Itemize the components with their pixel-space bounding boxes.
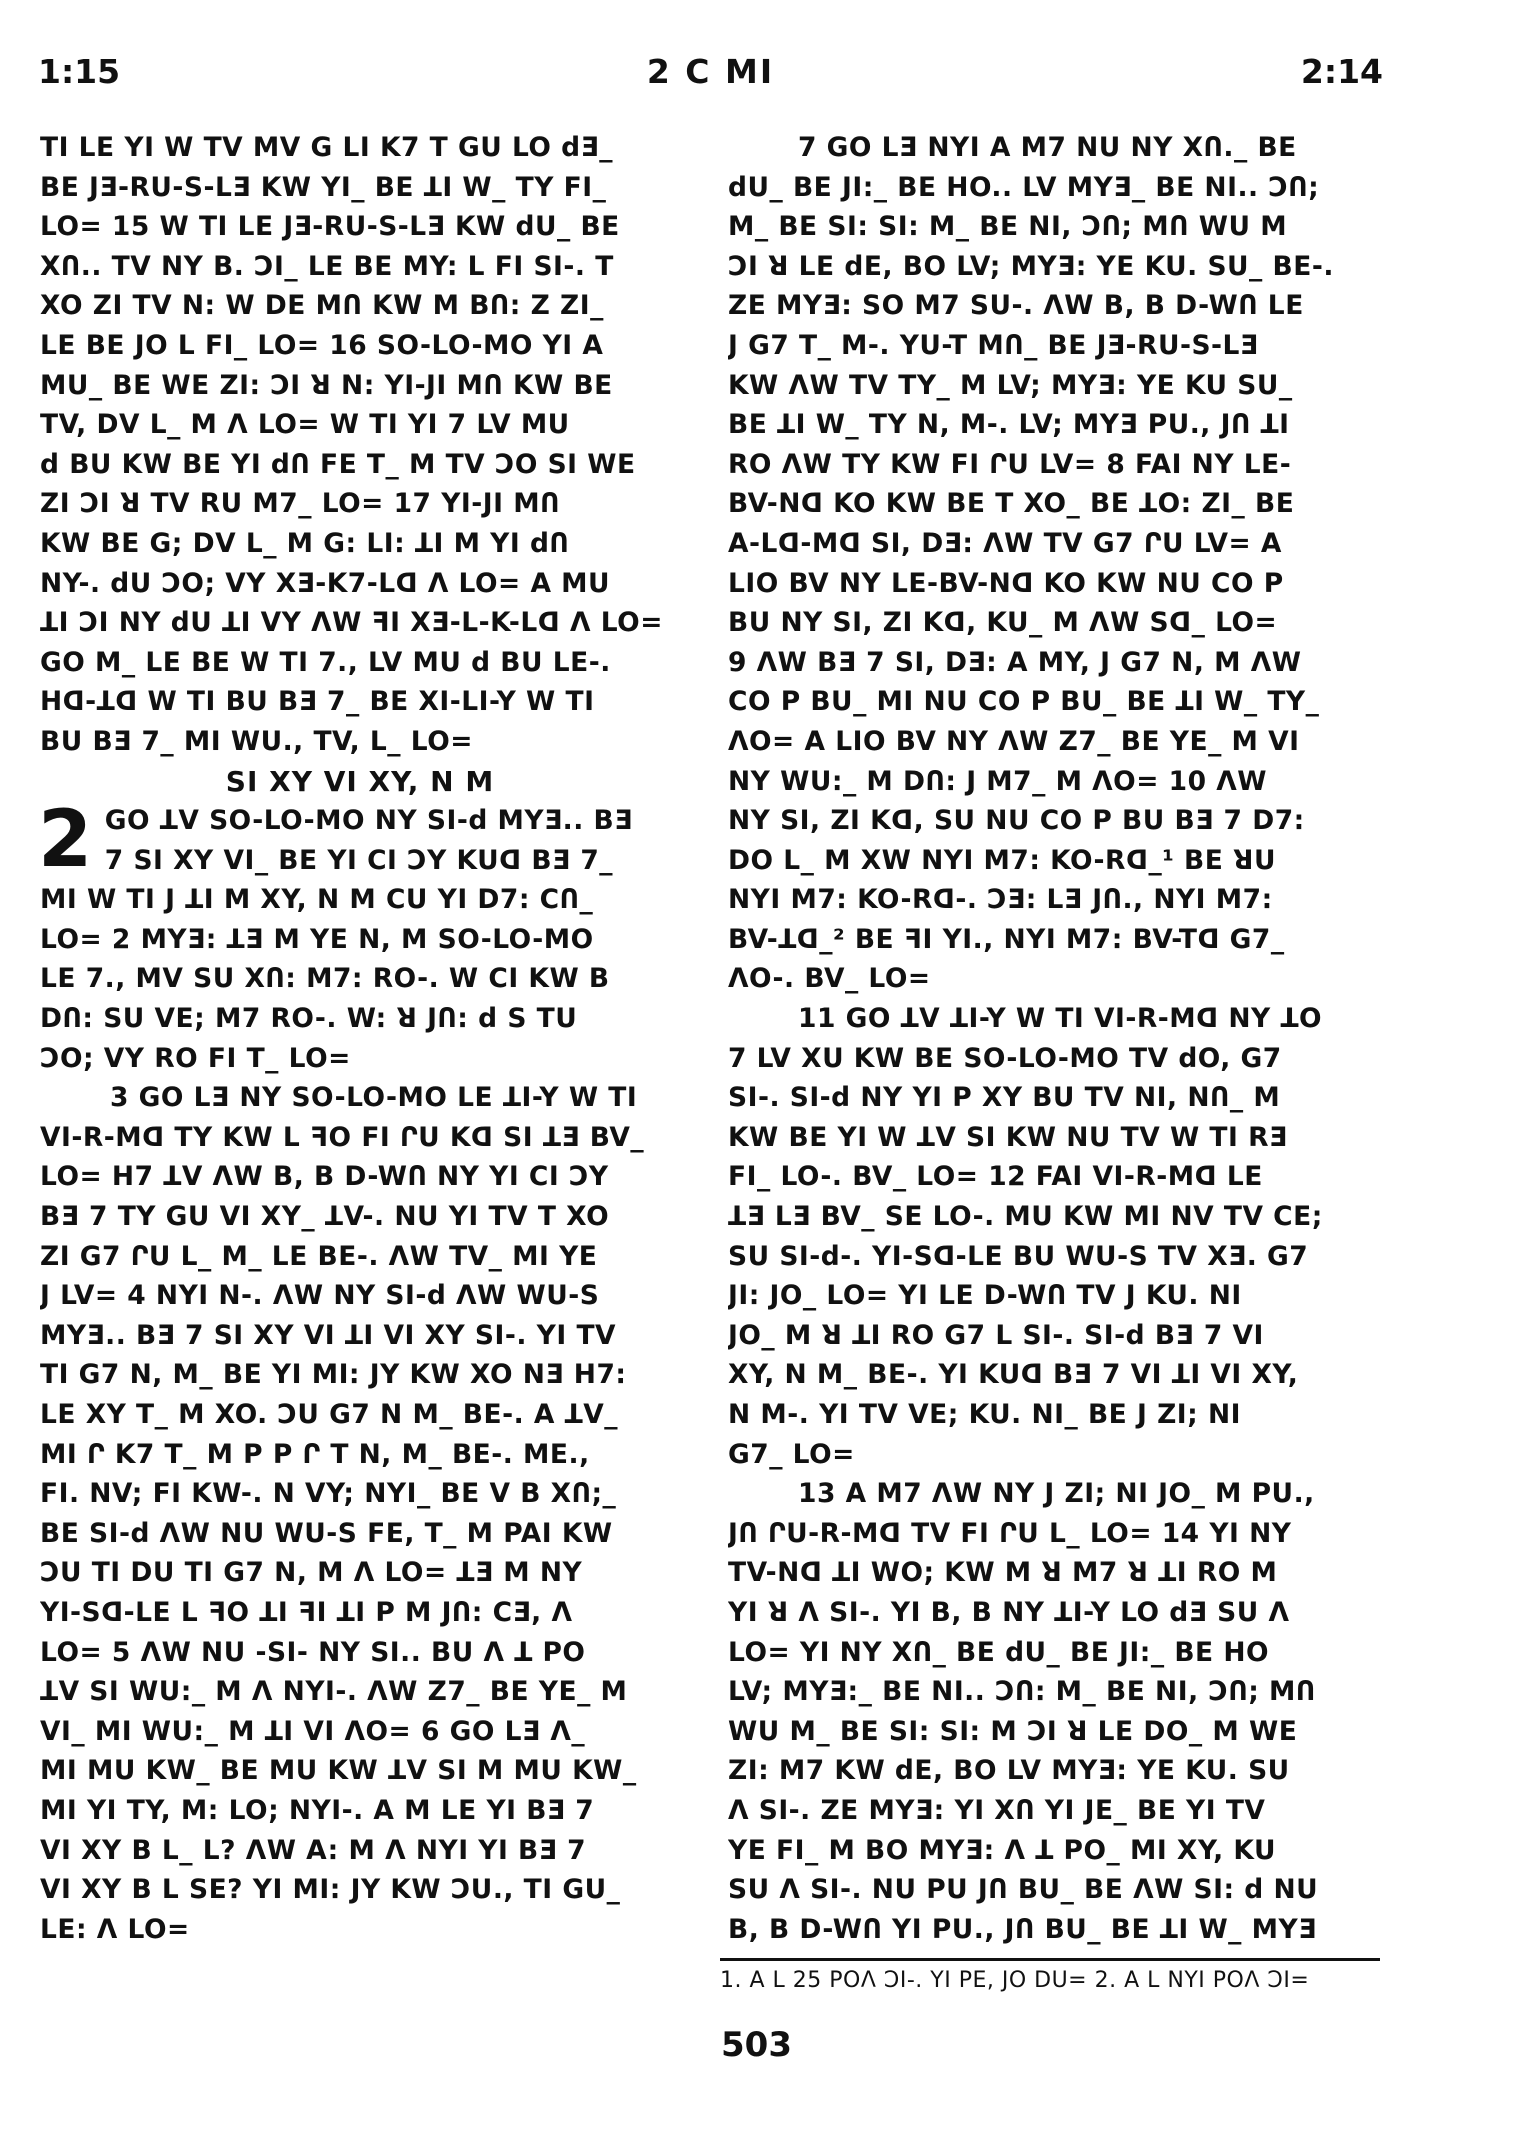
text-line: KW BE G; DV L_ M G: LI: ꓕI M YI dՈ <box>40 527 570 559</box>
text-line: ΛO= A LIO BV NY ΛW Z7_ BE YE_ M VI <box>728 725 1300 757</box>
text-line: WU M_ BE SI: SI: M ƆI ꓤ LE DO_ M WE <box>728 1715 1298 1747</box>
text-line: GO ꓕV SO-LO-MO NY SI-d MYƎ.. BƎ <box>104 805 633 837</box>
text-line: RO ΛW TY KW FI ՐU LV= 8 FAI NY LE- <box>728 448 1292 480</box>
text-line: LE XY T_ M XO. ƆU G7 N M_ BE-. A ꓕV_ <box>40 1399 618 1430</box>
text-line: 7 SI XY VI_ BE YI CI ƆY KUꓷ BƎ 7_ <box>104 844 614 876</box>
text-line: dU_ BE JI:_ BE HO.. LV MYƎ_ BE NI.. ƆՈ; <box>728 171 1320 203</box>
text-line: TV, DV L_ M Λ LO= W TI YI 7 LV MU <box>40 409 570 441</box>
text-line: KW ΛW TV TY_ M LV; MYƎ: YE KU SU_ <box>728 369 1293 401</box>
text-line: SI-. SI-d NY YI P XY BU TV NI, NՈ_ M <box>728 1082 1281 1114</box>
text-line: DՈ: SU VE; M7 RO-. W: ꓤ JՈ: d S TU <box>40 1003 578 1035</box>
text-line: 11 GO ꓕV ꓕI-Y W TI VI-R-Mꓷ NY ꓕO <box>798 1003 1323 1035</box>
text-line: B, B D-WՈ YI PU., JՈ BU_ BE ꓕI W_ MYƎ <box>728 1913 1317 1945</box>
text-line: N M-. YI TV VE; KU. NI_ BE J ZI; NI <box>728 1399 1242 1430</box>
chapter-2-paragraph <box>38 795 680 1078</box>
text-line: XY, N M_ BE-. YI KUꓷ BƎ 7 VI ꓕI VI XY, <box>728 1359 1299 1391</box>
text-line: TV-Nꓷ ꓕI WO; KW M ꓤ M7 ꓤ ꓕI RO M <box>728 1557 1278 1589</box>
chapter-2-lines <box>38 795 680 1078</box>
text-line: VI_ MI WU:_ M ꓕI VI ΛO= 6 GO LƎ Λ_ <box>40 1715 586 1747</box>
text-line: MI MU KW_ BE MU KW ꓕV SI M MU KW_ <box>40 1755 637 1787</box>
text-line: BE SI-d ΛW NU WU-S FE, T_ M PAI KW <box>40 1517 613 1549</box>
text-line: 13 A M7 ΛW NY J ZI; NI JO_ M PU., <box>798 1478 1315 1510</box>
text-line: LV; MYƎ:_ BE NI.. ƆՈ: M_ BE NI, ƆՈ; MՈ <box>728 1676 1316 1708</box>
text-line: BU BƎ 7_ MI WU., TV, L_ LO= <box>40 725 473 757</box>
text-line: BE JƎ-RU-S-LƎ KW YI_ BE ꓕI W_ TY FI_ <box>40 171 607 203</box>
text-line: M_ BE SI: SI: M_ BE NI, ƆՈ; MՈ WU M <box>728 211 1288 243</box>
text-line: LE: Λ LO= <box>40 1913 190 1945</box>
text-line: MI W TI J ꓕI M XY, N M CU YI D7: CՈ_ <box>40 884 594 916</box>
text-line: ꓕI ƆI NY dU ꓕI VY ΛW ꟻI XƎ-L-K-Lꓷ Λ LO= <box>40 607 663 639</box>
text-line: J LV= 4 NYI N-. ΛW NY SI-d ΛW WU-S <box>40 1280 600 1312</box>
text-line: BV-ꓕꓷ_² BE ꟻI YI., NYI M7: BV-Tꓷ G7_ <box>728 923 1285 955</box>
text-line: LE BE JO L FI_ LO= 16 SO-LO-MO YI A <box>40 329 604 361</box>
text-line: TI G7 N, M_ BE YI MI: JY KW XO NƎ H7: <box>40 1359 627 1391</box>
text-line: Hꓷ-ꓕꓷ W TI BU BƎ 7_ BE XI-LI-Y W TI <box>40 686 595 718</box>
header-right-reference: 2:14 <box>1300 52 1383 91</box>
text-line: ƆU TI DU TI G7 N, M Λ LO= ꓕƎ M NY <box>40 1557 583 1589</box>
text-line: NYI M7: KO-Rꓷ-. ƆƎ: LƎ JՈ., NYI M7: <box>728 884 1273 916</box>
text-line: LO= H7 ꓕV ΛW B, B D-WՈ NY YI CI ƆY <box>40 1161 609 1193</box>
text-line: VI-R-Mꓷ TY KW L ꟻO FI ՐU Kꓷ SI ꓕƎ BV_ <box>40 1121 645 1153</box>
text-line: NY-. dU ƆO; VY XƎ-K7-Lꓷ Λ LO= A MU <box>40 567 611 599</box>
text-line: ZI ƆI ꓤ TV RU M7_ LO= 17 YI-JI MՈ <box>40 488 560 520</box>
text-line: 3 GO LƎ NY SO-LO-MO LE ꓕI-Y W TI <box>110 1082 638 1114</box>
right-column <box>728 128 1368 1949</box>
section-heading: SI XY VI XY, N M <box>225 764 495 798</box>
text-line: LO= 5 ΛW NU -SI- NY SI.. BU Λ ꓕ PO <box>40 1636 586 1668</box>
text-line: DO L_ M XW NYI M7: KO-Rꓷ_¹ BE ꓤU <box>728 844 1276 876</box>
running-header <box>38 52 1383 102</box>
text-line: FI. NV; FI KW-. N VY; NYI_ BE V B XՈ;_ <box>40 1478 617 1510</box>
text-line: GO M_ LE BE W TI 7., LV MU d BU LE-. <box>40 646 611 678</box>
text-line: ƆO; VY RO FI T_ LO= <box>40 1042 351 1074</box>
header-book-title: 2 C MI <box>646 52 775 91</box>
footnote: 1. A L 25 POΛ ƆI-. YI PE, JO DU= 2. A L NYI POΛ ƆI= <box>720 1968 1310 1993</box>
right-paragraph-11 <box>728 999 1368 1474</box>
text-line: BU NY SI, ZI Kꓷ, KU_ M ΛW Sꓷ_ LO= <box>728 607 1278 639</box>
left-paragraph-1 <box>40 128 680 762</box>
header-left-reference: 1:15 <box>38 52 121 91</box>
text-line: LE 7., MV SU XՈ: M7: RO-. W CI KW B <box>40 963 610 995</box>
text-line: 7 LV XU KW BE SO-LO-MO TV dO, G7 <box>728 1042 1282 1074</box>
text-line: J G7 T_ M-. YU-T MՈ_ BE JƎ-RU-S-LƎ <box>728 329 1259 361</box>
text-line: MU_ BE WE ZI: ƆI ꓤ N: YI-JI MՈ KW BE <box>40 369 613 401</box>
text-line: JO_ M ꓤ ꓕI RO G7 L SI-. SI-d BƎ 7 VI <box>728 1319 1264 1351</box>
text-line: LO= 2 MYƎ: ꓕƎ M YE N, M SO-LO-MO <box>40 923 594 955</box>
text-line: ꓕƎ LƎ BV_ SE LO-. MU KW MI NV TV CE; <box>728 1201 1323 1233</box>
text-line: 9 ΛW BƎ 7 SI, DƎ: A MY, J G7 N, M ΛW <box>728 646 1302 678</box>
text-line: MYƎ.. BƎ 7 SI XY VI ꓕI VI XY SI-. YI TV <box>40 1319 617 1351</box>
text-line: ZE MYƎ: SO M7 SU-. ΛW B, B D-WՈ LE <box>728 290 1304 322</box>
text-line: YI-Sꓷ-LE L ꟻO ꓕI ꟻI ꓕI P M JՈ: CƎ, Λ <box>40 1596 573 1628</box>
text-line: VI XY B L SE? YI MI: JY KW ƆU., TI GU_ <box>40 1874 621 1906</box>
text-line: MI YI TY, M: LO; NYI-. A M LE YI BƎ 7 <box>40 1794 595 1826</box>
text-line: 7 GO LƎ NYI A M7 NU NY XՈ._ BE <box>798 132 1297 163</box>
text-line: ƆI ꓤ LE dE, BO LV; MYƎ: YE KU. SU_ BE-. <box>728 250 1334 282</box>
text-line: BV-Nꓷ KO KW BE T XO_ BE ꓕO: ZI_ BE <box>728 488 1295 520</box>
text-line: LIO BV NY LE-BV-Nꓷ KO KW NU CO P <box>728 567 1284 599</box>
text-line: XՈ.. TV NY B. ƆI_ LE BE MY: L FI SI-. T <box>40 250 614 282</box>
text-line: JI: JO_ LO= YI LE D-WՈ TV J KU. NI <box>728 1280 1242 1312</box>
text-line: TI LE YI W TV MV G LI K7 T GU LO dƎ_ <box>40 132 613 163</box>
text-line: NY WU:_ M DՈ: J M7_ M ΛO= 10 ΛW <box>728 765 1267 797</box>
text-line: CO P BU_ MI NU CO P BU_ BE ꓕI W_ TY_ <box>728 686 1320 718</box>
text-line: MI Ր K7 T_ M P P Ր T N, M_ BE-. ME., <box>40 1438 590 1470</box>
text-line: BƎ 7 TY GU VI XY_ ꓕV-. NU YI TV T XO <box>40 1201 610 1233</box>
text-line: YI ꓤ Λ SI-. YI B, B NY ꓕI-Y LO dƎ SU Λ <box>728 1596 1290 1628</box>
text-line: YE FI_ M BO MYƎ: Λ ꓕ PO_ MI XY, KU <box>728 1834 1277 1866</box>
page-number: 503 <box>721 2025 792 2065</box>
text-line: ΛO-. BV_ LO= <box>728 963 931 995</box>
right-paragraph-13 <box>728 1474 1368 1949</box>
text-line: XO ZI TV N: W DE MՈ KW M BՈ: Z ZI_ <box>40 290 604 322</box>
text-line: LO= 15 W TI LE JƎ-RU-S-LƎ KW dU_ BE <box>40 211 620 243</box>
text-line: BE ꓕI W_ TY N, M-. LV; MYƎ PU., JՈ ꓕI <box>728 409 1290 441</box>
chapter-number-dropcap: 2 <box>38 795 93 886</box>
text-line: LO= YI NY XՈ_ BE dU_ BE JI:_ BE HO <box>728 1636 1270 1668</box>
text-line: Λ SI-. ZE MYƎ: YI XՈ YI JE_ BE YI TV <box>728 1794 1266 1826</box>
left-paragraph-3 <box>40 1078 680 1949</box>
left-column <box>40 128 680 1949</box>
text-line: ZI: M7 KW dE, BO LV MYƎ: YE KU. SU <box>728 1755 1290 1787</box>
text-line: KW BE YI W ꓕV SI KW NU TV W TI RƎ <box>728 1121 1288 1153</box>
text-line: ZI G7 ՐU L_ M_ LE BE-. ΛW TV_ MI YE <box>40 1240 598 1272</box>
text-line: FI_ LO-. BV_ LO= 12 FAI VI-R-Mꓷ LE <box>728 1161 1263 1193</box>
right-paragraph-7 <box>728 128 1368 999</box>
text-line: d BU KW BE YI dՈ FE T_ M TV ƆO SI WE <box>40 448 636 480</box>
text-line: SU SI-d-. YI-Sꓷ-LE BU WU-S TV XƎ. G7 <box>728 1240 1309 1272</box>
text-line: A-Lꓷ-Mꓷ SI, DƎ: ΛW TV G7 ՐU LV= A <box>728 527 1282 559</box>
text-line: G7_ LO= <box>728 1438 855 1470</box>
footnote-rule <box>720 1958 1380 1961</box>
text-line: VI XY B L_ L? ΛW A: M Λ NYI YI BƎ 7 <box>40 1834 587 1866</box>
text-line: JՈ ՐU-R-Mꓷ TV FI ՐU L_ LO= 14 YI NY <box>728 1517 1292 1549</box>
text-line: NY SI, ZI Kꓷ, SU NU CO P BU BƎ 7 D7: <box>728 805 1305 837</box>
text-line: SU Λ SI-. NU PU JՈ BU_ BE ΛW SI: d NU <box>728 1874 1319 1906</box>
text-line: ꓕV SI WU:_ M Λ NYI-. ΛW Z7_ BE YE_ M <box>40 1676 628 1708</box>
